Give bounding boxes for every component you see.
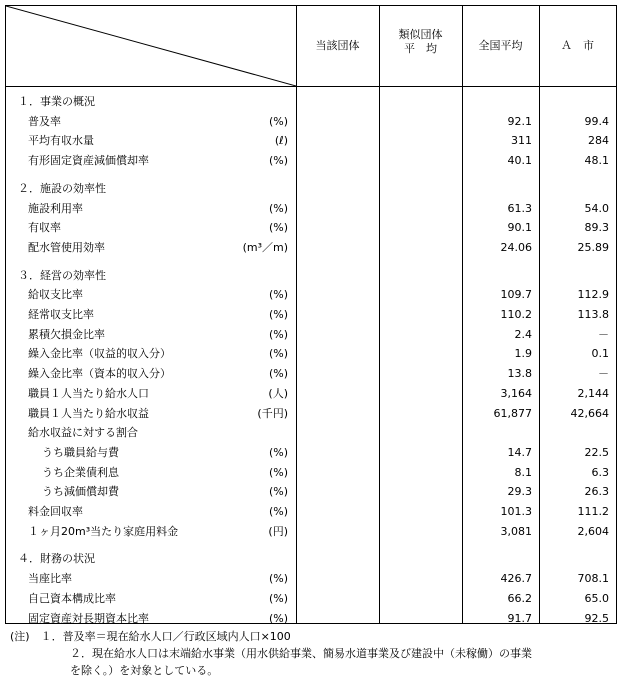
row-label: 有収率 <box>28 221 61 235</box>
row-unit: (%) <box>268 201 288 215</box>
national-average-value: 90.1 <box>507 221 532 235</box>
row-unit: (ℓ) <box>274 134 288 148</box>
city-a-value: 92.5 <box>584 611 609 625</box>
footnote-2: ２．現在給水人口は末端給水事業（用水供給事業、簡易水道事業及び建設中（未稼働）の事業 <box>70 647 532 660</box>
row-unit: (%) <box>268 221 288 235</box>
table-row <box>6 325 616 344</box>
national-average-value: 92.1 <box>507 114 532 128</box>
row-unit: (%) <box>268 367 288 381</box>
city-a-value: 48.1 <box>584 154 609 168</box>
row-label: うち企業債利息 <box>42 465 119 479</box>
row-unit: (%) <box>268 154 288 168</box>
row-label: うち減価償却費 <box>42 485 119 499</box>
row-unit: (%) <box>268 505 288 518</box>
row-label: 料金回収率 <box>28 505 83 518</box>
row-unit: (%) <box>268 114 288 128</box>
city-a-value: 112.9 <box>577 288 609 302</box>
header-diagonal-line <box>6 6 296 86</box>
section-heading-row <box>6 549 616 568</box>
national-average-value: 426.7 <box>500 572 532 586</box>
national-average-value: 3,081 <box>500 524 532 538</box>
row-label: ４．財務の状況 <box>18 552 95 566</box>
table-row <box>6 522 616 541</box>
row-unit: (%) <box>268 572 288 586</box>
row-label: 自己資本構成比率 <box>28 591 116 605</box>
row-label: 職員１人当たり給水収益 <box>28 406 149 420</box>
header-similar-entity-line2: 平 均 <box>404 42 437 55</box>
national-average-value: 91.7 <box>507 611 532 625</box>
city-a-value: 54.0 <box>584 201 609 215</box>
row-label: 普及率 <box>28 114 61 128</box>
row-unit: (%) <box>268 445 288 459</box>
city-a-value: 26.3 <box>584 485 609 499</box>
table-row <box>6 305 616 324</box>
statistics-table <box>5 5 617 624</box>
city-a-value: 2,604 <box>577 524 609 538</box>
national-average-value: 14.7 <box>507 445 532 459</box>
national-average-value: 3,164 <box>500 386 532 400</box>
table-row <box>6 199 616 218</box>
row-unit: (m³／m) <box>242 240 288 254</box>
row-unit: (%) <box>268 465 288 479</box>
section-heading-row <box>6 266 616 285</box>
row-label: 経常収支比率 <box>28 308 94 321</box>
national-average-value: 2.4 <box>514 327 532 341</box>
row-label: ２．施設の効率性 <box>18 181 106 195</box>
row-unit: (%) <box>268 327 288 341</box>
city-a-value: 111.2 <box>577 505 609 518</box>
city-a-value: 0.1 <box>591 347 609 361</box>
row-unit: (%) <box>268 611 288 625</box>
row-label: 累積欠損金比率 <box>28 327 105 341</box>
row-label: １．事業の概況 <box>18 95 95 108</box>
national-average-value: 40.1 <box>507 154 532 168</box>
header-national-average: 全国平均 <box>478 39 523 52</box>
table-row <box>6 443 616 462</box>
city-a-value: 284 <box>588 134 609 148</box>
footnote-2-continued: を除く。）を対象としている。 <box>70 664 219 677</box>
footnote-1: (注) １．普及率＝現在給水人口／行政区域内人口×100 <box>10 630 291 643</box>
national-average-value: 1.9 <box>514 347 532 361</box>
row-label: 職員１人当たり給水人口 <box>28 386 149 400</box>
table-row <box>6 589 616 608</box>
row-label: 給収支比率 <box>28 288 83 302</box>
table-row <box>6 569 616 588</box>
row-label: 当座比率 <box>28 572 72 586</box>
city-a-value: 113.8 <box>577 308 609 321</box>
row-unit: (人) <box>268 386 288 400</box>
national-average-value: 66.2 <box>507 591 532 605</box>
row-label: １ヶ月20m³当たり家庭用料金 <box>28 524 179 538</box>
row-label: 有形固定資産減価償却率 <box>28 154 149 168</box>
row-unit: (%) <box>268 485 288 499</box>
table-row <box>6 423 616 442</box>
row-unit: (%) <box>268 347 288 361</box>
national-average-value: 13.8 <box>507 367 532 381</box>
national-average-value: 110.2 <box>500 308 532 321</box>
national-average-value: 109.7 <box>500 288 532 302</box>
row-label: うち職員給与費 <box>42 445 119 459</box>
city-a-value: 99.4 <box>584 114 609 128</box>
header-divider <box>6 86 616 87</box>
row-label: 固定資産対長期資本比率 <box>28 611 149 625</box>
city-a-value: － <box>598 327 609 341</box>
section-heading-row <box>6 92 616 111</box>
table-row <box>6 502 616 521</box>
row-label: 施設利用率 <box>28 201 83 215</box>
table-row <box>6 384 616 403</box>
table-row <box>6 482 616 501</box>
national-average-value: 61,877 <box>493 406 532 420</box>
table-row <box>6 238 616 257</box>
table-row <box>6 344 616 363</box>
row-unit: (%) <box>268 591 288 605</box>
header-similar-entity-line1: 類似団体 <box>398 28 443 41</box>
row-unit: (%) <box>268 308 288 321</box>
national-average-value: 29.3 <box>507 485 532 499</box>
row-unit: (円) <box>268 524 288 538</box>
table-row <box>6 404 616 423</box>
national-average-value: 24.06 <box>500 240 532 254</box>
table-row <box>6 218 616 237</box>
national-average-value: 101.3 <box>500 505 532 518</box>
table-row <box>6 364 616 383</box>
row-unit: (千円) <box>257 406 288 420</box>
city-a-value: 89.3 <box>584 221 609 235</box>
city-a-value: － <box>598 367 609 381</box>
national-average-value: 61.3 <box>507 201 532 215</box>
national-average-value: 311 <box>511 134 532 148</box>
row-unit: (%) <box>268 288 288 302</box>
national-average-value: 8.1 <box>514 465 532 479</box>
header-city-a: Ａ 市 <box>561 39 594 52</box>
city-a-value: 25.89 <box>577 240 609 254</box>
header-own-entity: 当該団体 <box>315 39 360 52</box>
row-label: 平均有収水量 <box>28 134 94 148</box>
city-a-value: 708.1 <box>577 572 609 586</box>
footnotes <box>10 628 532 679</box>
table-row <box>6 463 616 482</box>
row-label: 繰入金比率（収益的収入分） <box>28 347 171 361</box>
table-row <box>6 131 616 150</box>
row-label: 配水管使用効率 <box>28 240 105 254</box>
city-a-value: 22.5 <box>584 445 609 459</box>
table-row <box>6 151 616 170</box>
section-heading-row <box>6 179 616 198</box>
table-row <box>6 285 616 304</box>
row-label: ３．経営の効率性 <box>18 268 106 282</box>
city-a-value: 2,144 <box>577 386 609 400</box>
table-row <box>6 609 616 628</box>
row-label: 給水収益に対する割合 <box>28 426 138 440</box>
city-a-value: 65.0 <box>584 591 609 605</box>
city-a-value: 6.3 <box>591 465 609 479</box>
row-label: 繰入金比率（資本的収入分） <box>28 367 171 381</box>
city-a-value: 42,664 <box>570 406 609 420</box>
header-similar-entity <box>379 28 462 56</box>
table-row <box>6 112 616 131</box>
